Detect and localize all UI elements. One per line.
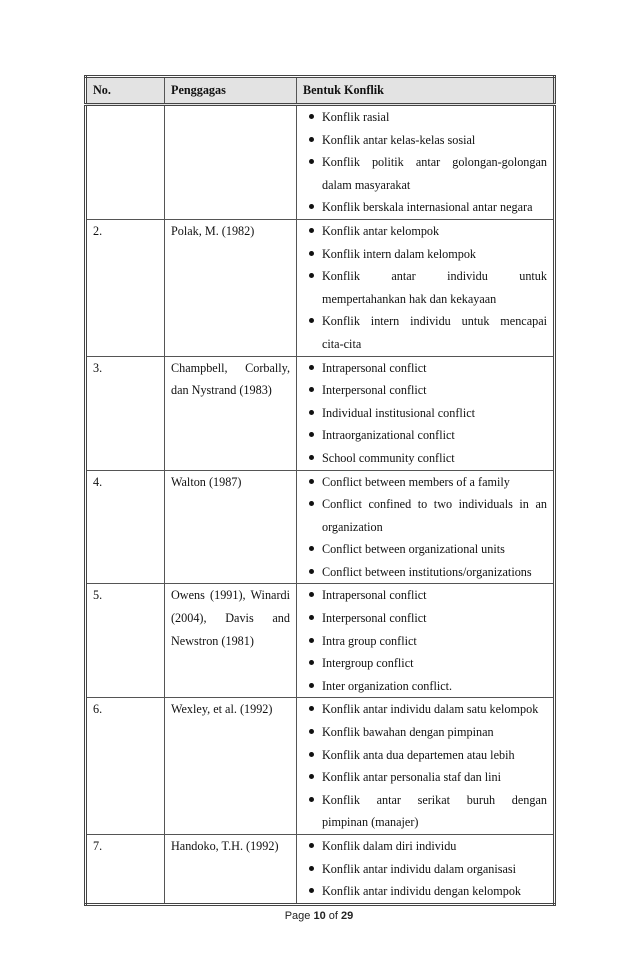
table-row	[86, 219, 555, 356]
list-item	[303, 402, 547, 425]
list-item	[303, 151, 547, 196]
list-item	[303, 721, 547, 744]
bullet-icon	[309, 273, 314, 278]
forms-cell	[297, 470, 555, 584]
conflict-types-table	[84, 75, 556, 906]
list-item	[303, 880, 547, 903]
author-line: Polak, M. (1982)	[171, 223, 255, 238]
list-item-text: Konflik antar individu dalam organisasi	[322, 861, 517, 876]
list-item	[303, 196, 547, 219]
row-number: 2.	[86, 219, 165, 356]
list-item-text: School community conflict	[322, 450, 455, 465]
list-item	[303, 561, 547, 584]
author-line: Champbell, Corbally,	[171, 360, 290, 375]
bullet-icon	[309, 137, 314, 142]
footer-total-pages: 29	[341, 910, 354, 922]
author-cell	[165, 105, 297, 220]
author-line: (2004), Davis and	[171, 611, 290, 626]
list-item	[303, 379, 547, 402]
list-item-text: Conflict between members of a family	[322, 474, 510, 489]
list-item	[303, 424, 547, 447]
row-number: 4.	[86, 470, 165, 584]
conflict-forms-list	[303, 106, 547, 219]
conflict-forms-list	[303, 698, 547, 834]
author-cell	[165, 698, 297, 835]
bullet-icon	[309, 706, 314, 711]
list-item	[303, 698, 547, 721]
row-number: 5.	[86, 584, 165, 698]
list-item	[303, 675, 547, 698]
bullet-icon	[309, 729, 314, 734]
page-footer	[0, 910, 638, 922]
conflict-forms-list	[303, 835, 547, 903]
list-item	[303, 858, 547, 881]
bullet-icon	[309, 365, 314, 370]
list-item	[303, 447, 547, 470]
bullet-icon	[309, 752, 314, 757]
row-number	[86, 105, 165, 220]
list-item-text: Intergroup conflict	[322, 656, 414, 671]
bullet-icon	[309, 410, 314, 415]
bullet-icon	[309, 455, 314, 460]
list-item	[303, 493, 547, 538]
list-item	[303, 471, 547, 494]
author-cell	[165, 470, 297, 584]
conflict-forms-list	[303, 220, 547, 356]
bullet-icon	[309, 569, 314, 574]
forms-cell	[297, 584, 555, 698]
table-header-row	[86, 77, 555, 105]
bullet-icon	[309, 251, 314, 256]
list-item-text-line: organization	[322, 519, 383, 534]
list-item-text-line: Konflik intern individu untuk mencapai	[322, 314, 547, 329]
footer-of: of	[328, 910, 338, 922]
list-item-text-line: cita-cita	[322, 336, 362, 351]
table-row	[86, 698, 555, 835]
list-item-text: Interpersonal conflict	[322, 383, 427, 398]
author-line: Owens (1991), Winardi	[171, 588, 290, 603]
bullet-icon	[309, 592, 314, 597]
list-item-text: Konflik antar personalia staf dan lini	[322, 770, 502, 785]
bullet-icon	[309, 797, 314, 802]
list-item-text: Conflict between organizational units	[322, 542, 505, 557]
table-row	[86, 356, 555, 470]
author-line: Walton (1987)	[171, 474, 242, 489]
bullet-icon	[309, 866, 314, 871]
bullet-icon	[309, 615, 314, 620]
bullet-icon	[309, 888, 314, 893]
list-item-text-line: Konflik antar individu untuk	[322, 269, 547, 284]
list-item	[303, 220, 547, 243]
forms-cell	[297, 105, 555, 220]
author-cell	[165, 219, 297, 356]
list-item	[303, 106, 547, 129]
list-item-text-line: mempertahankan hak dan kekayaan	[322, 291, 497, 306]
bullet-icon	[309, 114, 314, 119]
list-item-text: Konflik bawahan dengan pimpinan	[322, 725, 494, 740]
table-row	[86, 105, 555, 220]
forms-cell	[297, 219, 555, 356]
bullet-icon	[309, 479, 314, 484]
bullet-icon	[309, 204, 314, 209]
bullet-icon	[309, 318, 314, 323]
bullet-icon	[309, 387, 314, 392]
bullet-icon	[309, 683, 314, 688]
conflict-forms-list	[303, 471, 547, 584]
list-item-text-line: Konflik politik antar golongan-golongan	[322, 155, 547, 170]
bullet-icon	[309, 159, 314, 164]
list-item-text: Konflik intern dalam kelompok	[322, 246, 477, 261]
list-item-text: Intraorganizational conflict	[322, 428, 455, 443]
list-item	[303, 265, 547, 310]
forms-cell	[297, 835, 555, 905]
table-row	[86, 584, 555, 698]
list-item-text: Interpersonal conflict	[322, 611, 427, 626]
author-line: Wexley, et al. (1992)	[171, 702, 273, 717]
list-item	[303, 310, 547, 355]
list-item	[303, 243, 547, 266]
forms-cell	[297, 356, 555, 470]
list-item	[303, 766, 547, 789]
list-item	[303, 835, 547, 858]
list-item-text: Individual institusional conflict	[322, 405, 475, 420]
list-item	[303, 652, 547, 675]
bullet-icon	[309, 660, 314, 665]
bullet-icon	[309, 228, 314, 233]
list-item	[303, 584, 547, 607]
author-cell	[165, 584, 297, 698]
header-author: Penggagas	[165, 77, 297, 105]
footer-prefix: Page	[284, 910, 311, 922]
list-item-text: Konflik berskala internasional antar negara	[322, 200, 533, 215]
list-item-text: Intra group conflict	[322, 633, 417, 648]
row-number: 3.	[86, 356, 165, 470]
list-item-text: Konflik rasial	[322, 110, 390, 124]
table-row	[86, 835, 555, 905]
header-forms: Bentuk Konflik	[297, 77, 555, 105]
list-item-text: Konflik antar individu dengan kelompok	[322, 884, 522, 899]
list-item	[303, 607, 547, 630]
list-item-text: Conflict between institutions/organizations	[322, 564, 532, 579]
row-number: 6.	[86, 698, 165, 835]
author-cell	[165, 835, 297, 905]
list-item-text: Intrapersonal conflict	[322, 360, 427, 375]
list-item-text-line: pimpinan (manajer)	[322, 815, 419, 830]
bullet-icon	[309, 432, 314, 437]
footer-current-page: 10	[313, 910, 326, 922]
conflict-forms-list	[303, 357, 547, 470]
header-no: No.	[86, 77, 165, 105]
list-item	[303, 538, 547, 561]
author-cell	[165, 356, 297, 470]
list-item-text: Konflik dalam diri individu	[322, 839, 457, 853]
bullet-icon	[309, 546, 314, 551]
list-item	[303, 357, 547, 380]
bullet-icon	[309, 774, 314, 779]
table-row	[86, 470, 555, 584]
list-item	[303, 744, 547, 767]
author-line: dan Nystrand (1983)	[171, 383, 272, 398]
author-line: Handoko, T.H. (1992)	[171, 839, 279, 853]
list-item-text: Konflik antar individu dalam satu kelompok	[322, 702, 539, 717]
list-item-text: Intrapersonal conflict	[322, 588, 427, 603]
list-item	[303, 129, 547, 152]
list-item-text-line: Conflict confined to two individuals in an	[322, 497, 547, 512]
list-item-text: Inter organization conflict.	[322, 678, 453, 693]
forms-cell	[297, 698, 555, 835]
bullet-icon	[309, 638, 314, 643]
row-number: 7.	[86, 835, 165, 905]
list-item-text: Konflik anta dua departemen atau lebih	[322, 747, 515, 762]
list-item-text-line: Konflik antar serikat buruh dengan	[322, 792, 547, 807]
conflict-forms-list	[303, 584, 547, 697]
bullet-icon	[309, 501, 314, 506]
bullet-icon	[309, 843, 314, 848]
list-item-text: Konflik antar kelas-kelas sosial	[322, 132, 476, 147]
author-line: Newstron (1981)	[171, 633, 254, 648]
list-item-text-line: dalam masyarakat	[322, 177, 411, 192]
list-item	[303, 630, 547, 653]
list-item-text: Konflik antar kelompok	[322, 223, 440, 238]
table-body	[86, 105, 555, 905]
list-item	[303, 789, 547, 834]
